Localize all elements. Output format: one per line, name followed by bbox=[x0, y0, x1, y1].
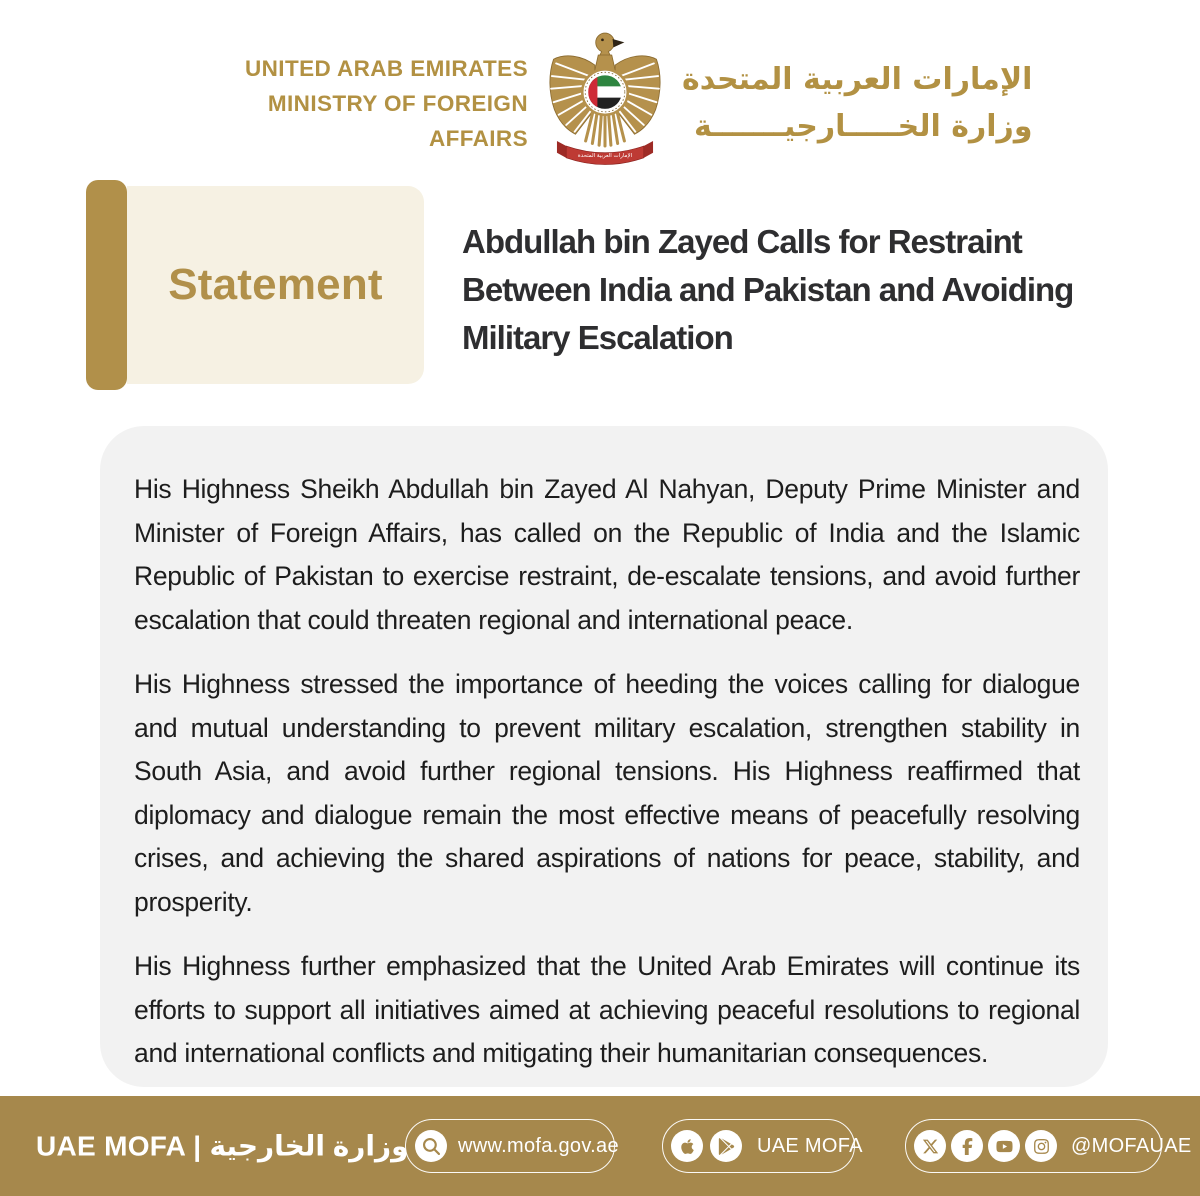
title-line: Between India and Pakistan and Avoiding bbox=[462, 271, 1074, 308]
body-paragraph-1: His Highness Sheikh Abdullah bin Zayed Al Nahyan, Deputy Prime Minister and Minister of Foreign Affairs, has called on the Republic of India and the Islamic Republic of Pakistan to exercise restraint, de-escalate tensions, and avoid further escalation that could threaten regional and international peace. bbox=[134, 474, 1080, 635]
statement-label-box bbox=[127, 186, 424, 384]
emblem-banner-text: الإمارات العربية المتحدة bbox=[577, 152, 633, 159]
uae-falcon-emblem bbox=[546, 28, 664, 178]
title-line: Military Escalation bbox=[462, 319, 733, 356]
footer-bar bbox=[0, 1096, 1200, 1196]
body-paragraph-2: His Highness stressed the importance of heeding the voices calling for dialogue and mutual understanding to prevent military escalation, strengthen stability in South Asia, and avoid further regional tensions. His Highness reaffirmed that diplomacy and dialogue remain the most effective means of peacefully resolving crises, and achieving the shared aspirations of nations for peace, stability, and prosperity. bbox=[134, 669, 1080, 917]
apps-label: UAE MOFA bbox=[757, 1134, 863, 1157]
title-line: Abdullah bin Zayed Calls for Restraint bbox=[462, 223, 1022, 260]
apps-pill[interactable] bbox=[662, 1119, 863, 1173]
org-name-en-line2: MINISTRY OF FOREIGN AFFAIRS bbox=[267, 90, 528, 151]
org-name-arabic bbox=[682, 56, 1032, 150]
website-url: www.mofa.gov.ae bbox=[458, 1134, 619, 1157]
statement-label: Statement bbox=[168, 260, 383, 309]
falcon-emblem-graphic bbox=[546, 28, 664, 173]
google-play-icon bbox=[710, 1130, 742, 1162]
search-icon bbox=[415, 1130, 447, 1162]
social-handle: @MOFAUAE bbox=[1071, 1134, 1192, 1157]
gold-accent-bar bbox=[86, 180, 127, 390]
x-icon bbox=[914, 1130, 946, 1162]
apple-icon bbox=[671, 1130, 703, 1162]
website-pill[interactable] bbox=[405, 1119, 619, 1173]
statement-title bbox=[462, 218, 1073, 362]
instagram-icon bbox=[1025, 1130, 1057, 1162]
org-name-en-line1: UNITED ARAB EMIRATES bbox=[245, 55, 528, 81]
body-paragraph-3: His Highness further emphasized that the United Arab Emirates will continue its efforts to support all initiatives aimed at achieving peaceful resolutions to regional and international conflicts and mitigating their humanitarian consequences. bbox=[134, 951, 1080, 1068]
org-name-english bbox=[196, 51, 528, 156]
facebook-icon bbox=[951, 1130, 983, 1162]
youtube-icon bbox=[988, 1130, 1020, 1162]
statement-tag-card bbox=[86, 180, 424, 390]
org-name-ar-line2: وزارة الخـــــارجيـــــــة bbox=[694, 109, 1033, 144]
mofa-header bbox=[0, 28, 1200, 178]
social-pill[interactable] bbox=[905, 1119, 1192, 1173]
footer-brand: UAE MOFA | وزارة الخارجية bbox=[36, 1130, 409, 1162]
org-name-ar-line1: الإمارات العربية المتحدة bbox=[682, 62, 1033, 97]
statement-body-card bbox=[100, 426, 1108, 1087]
